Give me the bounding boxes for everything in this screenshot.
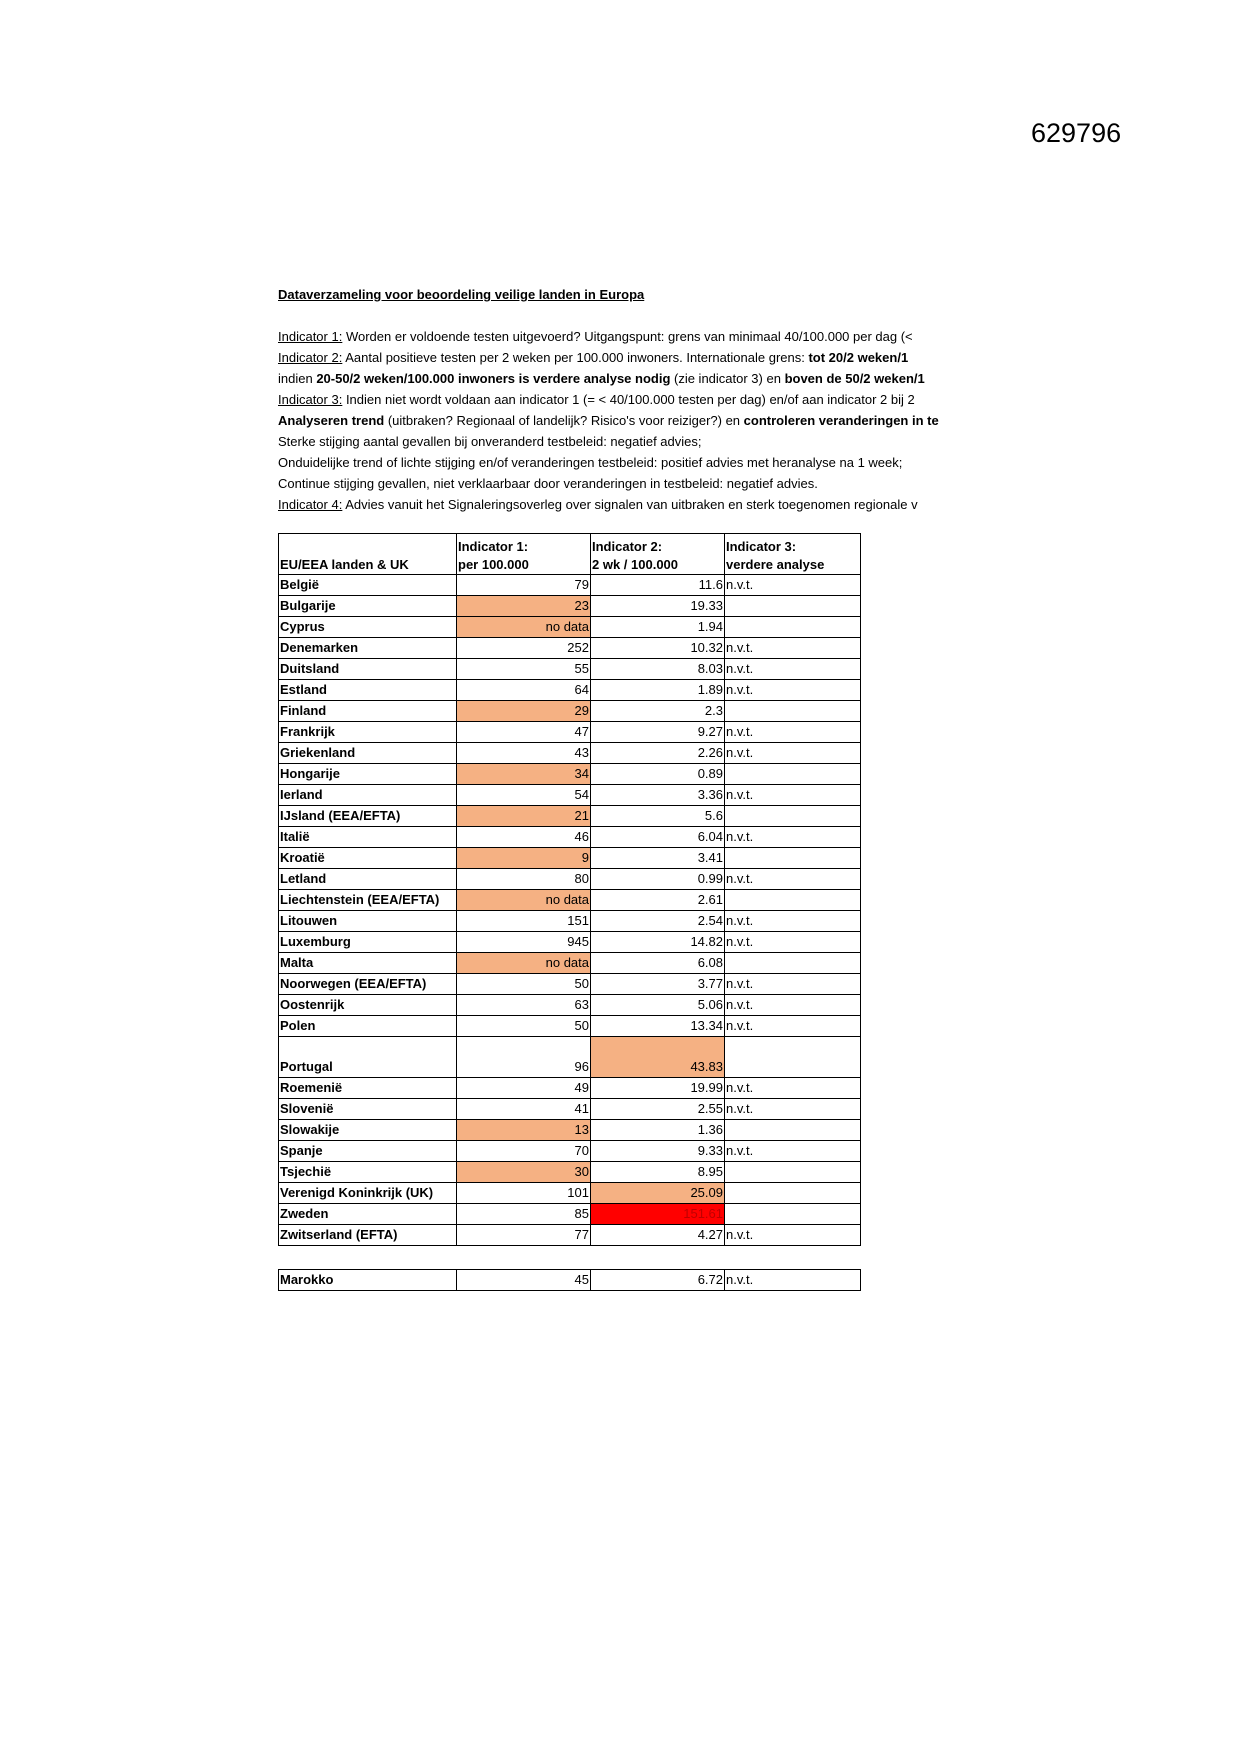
- table-row: [279, 701, 861, 722]
- table-row: [279, 911, 861, 932]
- indicator-3-cell: [725, 764, 861, 785]
- indicator-3-cell: n.v.t.: [725, 680, 861, 701]
- country-cell: Zwitserland (EFTA): [279, 1225, 457, 1246]
- indicator-2-label: Indicator 2:: [278, 350, 343, 365]
- indicator-2-cell: 13.34: [591, 1016, 725, 1037]
- country-cell: Liechtenstein (EEA/EFTA): [279, 890, 457, 911]
- indicator-1-cell: 96: [457, 1037, 591, 1078]
- text-segment-bold: 20-50/2 weken/100.000 inwoners is verdere analyse nodig: [316, 371, 671, 386]
- indicator-3-line: [278, 389, 978, 410]
- table-header-row: [279, 534, 861, 575]
- indicator-3-cell: [725, 1162, 861, 1183]
- indicator-2-cell: 6.04: [591, 827, 725, 848]
- indicator-3-cell: n.v.t.: [725, 659, 861, 680]
- country-cell: Oostenrijk: [279, 995, 457, 1016]
- country-cell: Slovenië: [279, 1099, 457, 1120]
- header-indicator-3: [725, 534, 861, 575]
- document-id: 629796: [1031, 118, 1122, 148]
- indicator-1-text: Worden er voldoende testen uitgevoerd? Uitgangspunt: grens van minimaal 40/100.000 per dag (<: [342, 329, 913, 344]
- country-cell: Malta: [279, 953, 457, 974]
- rule-line-1: Sterke stijging aantal gevallen bij onveranderd testbeleid: negatief advies;: [278, 434, 702, 449]
- text-segment-bold: controleren veranderingen in te: [743, 413, 939, 428]
- country-cell: Kroatië: [279, 848, 457, 869]
- indicator-2-cell: 8.03: [591, 659, 725, 680]
- header-line: per 100.000: [458, 557, 529, 572]
- indicator-3-cell: n.v.t.: [725, 932, 861, 953]
- indicator-3-cell: [725, 1204, 861, 1225]
- indicator-3-cell: [725, 953, 861, 974]
- country-cell: IJsland (EEA/EFTA): [279, 806, 457, 827]
- indicator-3-cell: n.v.t.: [725, 911, 861, 932]
- table-row: [279, 1078, 861, 1099]
- text-segment: (uitbraken? Regionaal of landelijk? Risico's voor reiziger?) en: [384, 413, 744, 428]
- indicator-3-cell: n.v.t.: [725, 974, 861, 995]
- indicator-1-cell: 77: [457, 1225, 591, 1246]
- indicator-1-cell: 13: [457, 1120, 591, 1141]
- indicator-2-cell: 5.06: [591, 995, 725, 1016]
- indicator-1-cell: 43: [457, 743, 591, 764]
- indicator-1-cell: 45: [457, 1270, 591, 1291]
- indicator-4-text: Advies vanuit het Signaleringsoverleg over signalen van uitbraken en sterk toegenomen regionale v: [342, 497, 918, 512]
- table-row: [279, 953, 861, 974]
- header-line: EU/EEA landen & UK: [280, 557, 409, 572]
- indicator-description: [278, 326, 978, 515]
- indicator-2-line: [278, 347, 978, 368]
- rule-line-3: Continue stijging gevallen, niet verklaarbaar door veranderingen in testbeleid: negatief advies.: [278, 476, 818, 491]
- table-row: [279, 932, 861, 953]
- table-row: [279, 1162, 861, 1183]
- indicator-3-cell: n.v.t.: [725, 827, 861, 848]
- header-line: Indicator 3:: [726, 539, 797, 554]
- indicator-2-cell: 2.3: [591, 701, 725, 722]
- indicator-2-cell: 9.33: [591, 1141, 725, 1162]
- table-row: [279, 890, 861, 911]
- text-segment-bold: Analyseren trend: [278, 413, 385, 428]
- indicator-1-cell: 945: [457, 932, 591, 953]
- indicator-4-line: [278, 494, 978, 515]
- country-cell: Estland: [279, 680, 457, 701]
- country-cell: Tsjechië: [279, 1162, 457, 1183]
- indicator-1-cell: 50: [457, 974, 591, 995]
- table-row: [279, 785, 861, 806]
- country-cell: Italië: [279, 827, 457, 848]
- indicator-2-cell: 3.41: [591, 848, 725, 869]
- indicator-1-cell: 151: [457, 911, 591, 932]
- indicator-2-cell: 6.72: [591, 1270, 725, 1291]
- indicator-3-cell: n.v.t.: [725, 1078, 861, 1099]
- indicator-1-cell: 29: [457, 701, 591, 722]
- indicator-2-cell: 0.99: [591, 869, 725, 890]
- indicator-3-cell: n.v.t.: [725, 743, 861, 764]
- indicator-2-cell: 2.26: [591, 743, 725, 764]
- indicator-3-label: Indicator 3:: [278, 392, 343, 407]
- indicator-1-cell: 46: [457, 827, 591, 848]
- indicator-1-cell: no data: [457, 890, 591, 911]
- country-cell: Verenigd Koninkrijk (UK): [279, 1183, 457, 1204]
- analysis-line: [278, 410, 978, 431]
- indicator-2-continued: [278, 368, 978, 389]
- table-row: [279, 596, 861, 617]
- table-row: [279, 848, 861, 869]
- indicator-2-cell: 2.55: [591, 1099, 725, 1120]
- table-row: [279, 1120, 861, 1141]
- country-cell: Marokko: [279, 1270, 457, 1291]
- table-row: [279, 1225, 861, 1246]
- indicator-1-cell: 23: [457, 596, 591, 617]
- indicator-1-cell: 41: [457, 1099, 591, 1120]
- country-cell: Bulgarije: [279, 596, 457, 617]
- table-row: [279, 1037, 861, 1078]
- country-cell: Slowakije: [279, 1120, 457, 1141]
- text-segment: indien: [278, 371, 317, 386]
- country-cell: België: [279, 575, 457, 596]
- table-row: [279, 1016, 861, 1037]
- indicator-3-text: Indien niet wordt voldaan aan indicator 1 (= < 40/100.000 testen per dag) en/of aan indicator 2 bij 2: [342, 392, 915, 407]
- indicator-1-cell: 252: [457, 638, 591, 659]
- text-segment-bold: boven de 50/2 weken/1: [784, 371, 925, 386]
- indicator-2-cell: 1.89: [591, 680, 725, 701]
- indicator-1-cell: 9: [457, 848, 591, 869]
- indicator-2-cell: 3.77: [591, 974, 725, 995]
- header-line: verdere analyse: [726, 557, 825, 572]
- indicator-3-cell: [725, 1183, 861, 1204]
- indicator-3-cell: [725, 848, 861, 869]
- table-row: [279, 806, 861, 827]
- country-cell: Ierland: [279, 785, 457, 806]
- indicator-1-cell: 54: [457, 785, 591, 806]
- table-row: [279, 617, 861, 638]
- indicator-2-cell: 9.27: [591, 722, 725, 743]
- indicator-2-cell: 25.09: [591, 1183, 725, 1204]
- indicator-1-cell: 55: [457, 659, 591, 680]
- table-row: [279, 974, 861, 995]
- indicator-3-cell: n.v.t.: [725, 638, 861, 659]
- table-row: [279, 1204, 861, 1225]
- indicator-4-label: Indicator 4:: [278, 497, 343, 512]
- indicator-3-cell: [725, 1037, 861, 1078]
- table-row: [279, 869, 861, 890]
- indicator-2-cell: 4.27: [591, 1225, 725, 1246]
- indicator-1-cell: no data: [457, 953, 591, 974]
- indicator-3-cell: n.v.t.: [725, 1099, 861, 1120]
- indicator-3-cell: n.v.t.: [725, 722, 861, 743]
- table-row: [279, 722, 861, 743]
- indicator-3-cell: n.v.t.: [725, 869, 861, 890]
- indicator-2-cell: 1.94: [591, 617, 725, 638]
- indicator-3-cell: n.v.t.: [725, 1270, 861, 1291]
- country-cell: Griekenland: [279, 743, 457, 764]
- text-segment: (zie indicator 3) en: [670, 371, 785, 386]
- country-indicator-table: [278, 533, 861, 1246]
- indicator-3-cell: [725, 701, 861, 722]
- country-cell: Finland: [279, 701, 457, 722]
- country-cell: Litouwen: [279, 911, 457, 932]
- indicator-2-cell: 5.6: [591, 806, 725, 827]
- indicator-2-bold: tot 20/2 weken/1: [808, 350, 909, 365]
- country-cell: Portugal: [279, 1037, 457, 1078]
- country-cell: Hongarije: [279, 764, 457, 785]
- table-row: [279, 1183, 861, 1204]
- indicator-1-cell: 34: [457, 764, 591, 785]
- indicator-1-line: [278, 326, 978, 347]
- indicator-3-cell: [725, 617, 861, 638]
- indicator-3-cell: n.v.t.: [725, 1225, 861, 1246]
- indicator-1-cell: 21: [457, 806, 591, 827]
- table-row: [279, 995, 861, 1016]
- header-line: Indicator 2:: [592, 539, 663, 554]
- indicator-2-cell: 3.36: [591, 785, 725, 806]
- country-cell: Denemarken: [279, 638, 457, 659]
- indicator-1-label: Indicator 1:: [278, 329, 343, 344]
- header-indicator-2: [591, 534, 725, 575]
- indicator-1-cell: 70: [457, 1141, 591, 1162]
- indicator-1-cell: 80: [457, 869, 591, 890]
- indicator-1-cell: 101: [457, 1183, 591, 1204]
- header-country: [279, 534, 457, 575]
- indicator-1-cell: 63: [457, 995, 591, 1016]
- table-row: [279, 659, 861, 680]
- table-row: [279, 1141, 861, 1162]
- table-row: [279, 680, 861, 701]
- table-row: [279, 743, 861, 764]
- header-line: Indicator 1:: [458, 539, 529, 554]
- country-cell: Zweden: [279, 1204, 457, 1225]
- table-row: [279, 827, 861, 848]
- rule-line-2: Onduidelijke trend of lichte stijging en/of veranderingen testbeleid: positief advies met heranalyse na 1 week;: [278, 455, 903, 470]
- indicator-1-cell: 50: [457, 1016, 591, 1037]
- indicator-2-cell: 8.95: [591, 1162, 725, 1183]
- country-cell: Noorwegen (EEA/EFTA): [279, 974, 457, 995]
- country-cell: Spanje: [279, 1141, 457, 1162]
- header-line: 2 wk / 100.000: [592, 557, 679, 572]
- indicator-2-cell: 6.08: [591, 953, 725, 974]
- table-row: [279, 575, 861, 596]
- country-cell: Luxemburg: [279, 932, 457, 953]
- country-cell: Polen: [279, 1016, 457, 1037]
- indicator-3-cell: [725, 890, 861, 911]
- table-row: [279, 638, 861, 659]
- table-row: [279, 1270, 861, 1291]
- country-cell: Letland: [279, 869, 457, 890]
- indicator-3-cell: n.v.t.: [725, 995, 861, 1016]
- indicator-2-cell: 19.99: [591, 1078, 725, 1099]
- indicator-2-cell: 1.36: [591, 1120, 725, 1141]
- indicator-1-cell: 85: [457, 1204, 591, 1225]
- indicator-1-cell: 79: [457, 575, 591, 596]
- indicator-2-cell: 2.54: [591, 911, 725, 932]
- indicator-1-cell: 47: [457, 722, 591, 743]
- indicator-3-cell: n.v.t.: [725, 1016, 861, 1037]
- country-cell: Duitsland: [279, 659, 457, 680]
- indicator-2-cell: 19.33: [591, 596, 725, 617]
- indicator-3-cell: [725, 806, 861, 827]
- table-row: [279, 764, 861, 785]
- indicator-3-cell: [725, 1120, 861, 1141]
- indicator-2-cell: 151.61: [591, 1204, 725, 1225]
- indicator-2-cell: 43.83: [591, 1037, 725, 1078]
- header-indicator-1: [457, 534, 591, 575]
- indicator-1-cell: 30: [457, 1162, 591, 1183]
- indicator-3-cell: n.v.t.: [725, 1141, 861, 1162]
- country-cell: Frankrijk: [279, 722, 457, 743]
- indicator-2-cell: 0.89: [591, 764, 725, 785]
- country-cell: Cyprus: [279, 617, 457, 638]
- indicator-3-cell: [725, 596, 861, 617]
- indicator-2-cell: 10.32: [591, 638, 725, 659]
- indicator-2-text: Aantal positieve testen per 2 weken per 100.000 inwoners. Internationale grens:: [342, 350, 809, 365]
- indicator-3-cell: n.v.t.: [725, 785, 861, 806]
- country-cell: Roemenië: [279, 1078, 457, 1099]
- indicator-3-cell: n.v.t.: [725, 575, 861, 596]
- document-title: Dataverzameling voor beoordeling veilige landen in Europa: [278, 287, 645, 302]
- indicator-1-cell: 49: [457, 1078, 591, 1099]
- indicator-2-cell: 14.82: [591, 932, 725, 953]
- extra-country-table: [278, 1269, 861, 1291]
- indicator-1-cell: no data: [457, 617, 591, 638]
- indicator-2-cell: 11.6: [591, 575, 725, 596]
- table-row: [279, 1099, 861, 1120]
- indicator-2-cell: 2.61: [591, 890, 725, 911]
- indicator-1-cell: 64: [457, 680, 591, 701]
